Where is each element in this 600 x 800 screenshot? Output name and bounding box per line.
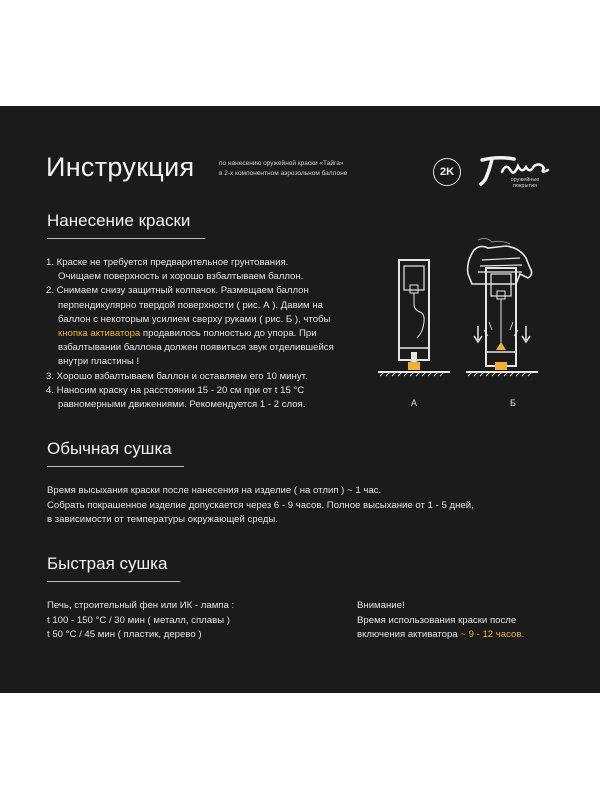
step-3: 3. Хорошо взбалтываем баллон и оставляем его 10 минут. bbox=[46, 370, 308, 382]
page-title: Инструкция bbox=[46, 152, 195, 182]
step-1-line-a: 1. Краске не требуется предварительное грунтования. bbox=[46, 257, 289, 268]
fast-drying-heading: Быстрая сушка bbox=[47, 554, 168, 573]
logo-caption-line-2: покрытия bbox=[512, 183, 538, 189]
application-heading: Нанесение краски bbox=[47, 211, 191, 230]
normal-drying-underline bbox=[47, 466, 184, 467]
warning-line-3-text: включения активатора bbox=[357, 629, 458, 640]
normal-drying-heading: Обычная сушка bbox=[47, 439, 172, 458]
normal-drying-text bbox=[47, 484, 567, 528]
logo-caption-line-1: оружейные bbox=[510, 177, 540, 183]
step-4: 4. Наносим краску на расстоянии 15 - 20 см при от t 15 °C равномерными движениями. Рекомендуется 1 - 2 слоя. bbox=[46, 384, 306, 411]
figure-a-label: А bbox=[411, 398, 418, 408]
warning-line-3 bbox=[357, 628, 567, 643]
fast-drying-warning bbox=[357, 599, 567, 643]
step-2 bbox=[46, 284, 356, 369]
figure-b-can-icon bbox=[466, 238, 538, 376]
activator-button-highlight: кнопка активатора bbox=[58, 328, 141, 340]
fast-drying-left-line-3: t 50 °C / 45 мин ( пластик, дерево ) bbox=[47, 629, 202, 640]
page-subtitle bbox=[219, 159, 347, 179]
figure-a-can-icon bbox=[378, 260, 450, 376]
fast-drying-left-line-2: t 100 - 150 °C / 30 мин ( металл, сплавы ) bbox=[47, 614, 230, 626]
subtitle-line-1: по нанесению оружейной краски «Тайга» bbox=[219, 160, 344, 167]
fast-drying-methods bbox=[47, 599, 234, 643]
application-heading-underline bbox=[47, 238, 205, 239]
step-1 bbox=[46, 256, 356, 284]
figure-b-label: Б bbox=[510, 398, 516, 408]
step-2-text-b: продавилось полностью до упора. При взбалтывании баллона должен появиться звук отделившейся внутри пластины ! bbox=[58, 328, 334, 368]
two-component-badge: 2K bbox=[433, 158, 461, 186]
normal-drying-line-2: Собрать покрашенное изделие допускается через 6 - 9 часов. Полное высыхание от 1 - 5 дней, bbox=[47, 499, 474, 511]
step-2-text-a: 2. Снимаем снизу защитный колпачок. Размещаем баллон перпендикулярно твердой поверхности ( рис. А ). Давим на баллон с некоторым усилием сверху руками ( рис. Б ), чтобы bbox=[46, 285, 331, 325]
instruction-panel bbox=[0, 106, 600, 693]
fast-drying-left-line-1: Печь, строительный фен или ИК - лампа : bbox=[47, 600, 235, 611]
normal-drying-line-1: Время высыхания краски после нанесения на изделие ( на отлип ) ~ 1 час. bbox=[47, 485, 382, 496]
application-steps bbox=[46, 256, 356, 412]
normal-drying-line-3: в зависимости от температуры окружающей среды. bbox=[47, 514, 278, 525]
warning-title: Внимание! bbox=[357, 600, 405, 611]
usage-time-highlight: ~ 9 - 12 часов. bbox=[460, 629, 525, 640]
subtitle-line-2: в 2-х компонентном аэрозольном баллоне bbox=[219, 170, 348, 177]
fast-drying-underline bbox=[47, 581, 180, 582]
logo-caption bbox=[500, 177, 550, 189]
warning-line-2: Время использования краски после bbox=[357, 614, 517, 626]
activation-illustration bbox=[370, 238, 570, 398]
step-1-line-b: Очищаем поверхность и хорошо взбалтываем баллон. bbox=[58, 271, 304, 283]
